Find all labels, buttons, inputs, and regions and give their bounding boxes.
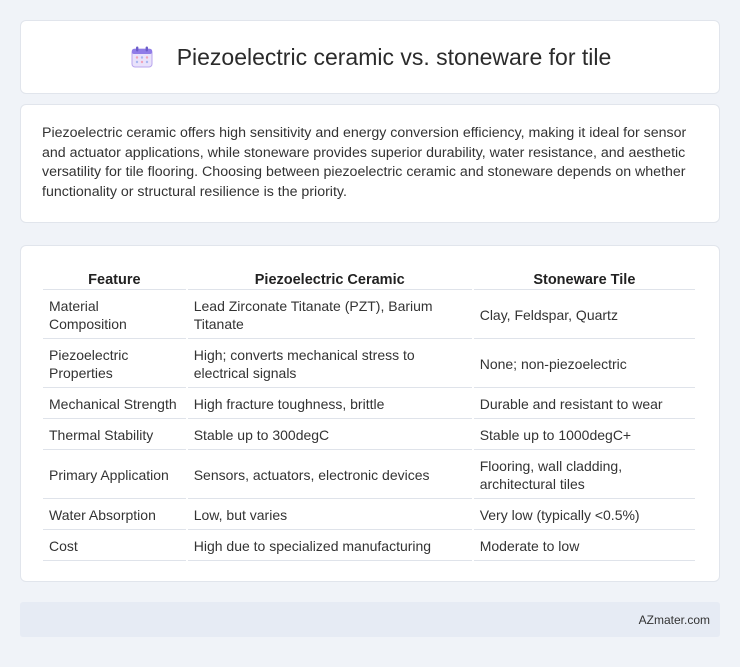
table-row: [43, 452, 695, 499]
title-card: [20, 20, 720, 94]
header-stoneware-tile: Stoneware Tile: [474, 268, 695, 290]
table-header-row: [43, 268, 695, 290]
row-feature: Thermal Stability: [43, 421, 186, 450]
row-stoneware-value: Moderate to low: [474, 532, 695, 561]
footer-site-name: AZmater.com: [638, 612, 710, 627]
row-feature: Mechanical Strength: [43, 390, 186, 419]
row-piezo-value: High due to specialized manufacturing: [188, 532, 472, 561]
row-piezo-value: Stable up to 300degC: [188, 421, 472, 450]
row-feature: Piezoelectric Properties: [43, 341, 186, 388]
row-stoneware-value: Stable up to 1000degC+: [474, 421, 695, 450]
comparison-table: [41, 266, 697, 563]
table-row: [43, 292, 695, 339]
row-piezo-value: High; converts mechanical stress to electrical signals: [188, 341, 472, 388]
table-row: [43, 390, 695, 419]
row-feature: Primary Application: [43, 452, 186, 499]
table-row: [43, 501, 695, 530]
row-feature: Material Composition: [43, 292, 186, 339]
row-stoneware-value: Durable and resistant to wear: [474, 390, 695, 419]
table-row: [43, 532, 695, 561]
row-stoneware-value: Very low (typically <0.5%): [474, 501, 695, 530]
intro-paragraph: Piezoelectric ceramic offers high sensitivity and energy conversion efficiency, making it ideal for sensor and actuator applications, while stoneware provides superior durability, water resistance, and aesthetic versatility for tile flooring. Choosing between piezoelectric ceramic and stoneware depends on whether functionality or structural resilience is the priority.: [42, 125, 687, 200]
row-piezo-value: Lead Zirconate Titanate (PZT), Barium Titanate: [188, 292, 472, 339]
calendar-icon: [129, 44, 155, 70]
row-piezo-value: Sensors, actuators, electronic devices: [188, 452, 472, 499]
row-stoneware-value: Flooring, wall cladding, architectural tiles: [474, 452, 695, 499]
row-piezo-value: Low, but varies: [188, 501, 472, 530]
row-stoneware-value: None; non-piezoelectric: [474, 341, 695, 388]
intro-card: [20, 104, 720, 223]
row-piezo-value: High fracture toughness, brittle: [188, 390, 472, 419]
row-feature: Water Absorption: [43, 501, 186, 530]
row-stoneware-value: Clay, Feldspar, Quartz: [474, 292, 695, 339]
header-feature: Feature: [43, 268, 186, 290]
header-piezoelectric-ceramic: Piezoelectric Ceramic: [188, 268, 472, 290]
footer-bar: [20, 602, 720, 637]
table-row: [43, 341, 695, 388]
table-row: [43, 421, 695, 450]
comparison-card: [20, 245, 720, 582]
row-feature: Cost: [43, 532, 186, 561]
page-title: Piezoelectric ceramic vs. stoneware for tile: [176, 43, 612, 70]
